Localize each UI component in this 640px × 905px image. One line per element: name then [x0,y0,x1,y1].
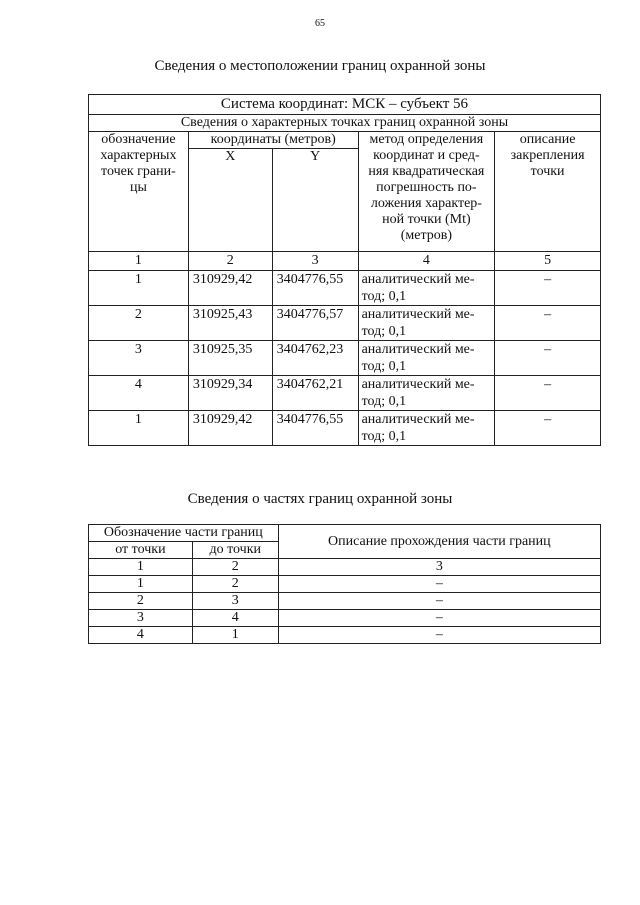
column-number: 2 [192,559,278,576]
to-point: 3 [192,593,278,610]
table-row [89,376,601,411]
method-value: аналитический ме- тод; 0,1 [358,411,495,446]
header-from-point: от точки [89,542,193,559]
header-y: Y [272,149,358,252]
column-number: 1 [89,559,193,576]
from-point: 4 [89,627,193,644]
x-coordinate: 310925,35 [188,341,272,376]
header-method: метод определения координат и сред- няя квадратическая погрешность по- ложения характер- ной точки (Mt) (метров) [358,132,495,252]
header-coordinates: координаты (метров) [188,132,358,149]
column-number: 1 [89,252,189,271]
column-number: 3 [272,252,358,271]
y-coordinate: 3404762,23 [272,341,358,376]
description-value: – [495,306,601,341]
from-point: 1 [89,576,193,593]
part-description: – [278,627,600,644]
column-number: 2 [188,252,272,271]
column-number: 3 [278,559,600,576]
method-value: аналитический ме- тод; 0,1 [358,341,495,376]
description-value: – [495,411,601,446]
header-part-description: Описание прохождения части границ [278,525,600,559]
header-part-designation: Обозначение части границ [89,525,279,542]
column-number: 4 [358,252,495,271]
table-row [89,593,601,610]
boundary-parts-table [88,524,601,644]
point-number: 1 [89,271,189,306]
header-point-designation: обозначение характерных точек грани- цы [89,132,189,252]
x-coordinate: 310929,34 [188,376,272,411]
y-coordinate: 3404776,55 [272,411,358,446]
point-number: 2 [89,306,189,341]
y-coordinate: 3404776,55 [272,271,358,306]
from-point: 3 [89,610,193,627]
to-point: 1 [192,627,278,644]
section-title-boundary-parts: Сведения о частях границ охранной зоны [187,491,453,507]
method-value: аналитический ме- тод; 0,1 [358,376,495,411]
x-coordinate: 310929,42 [188,411,272,446]
part-description: – [278,576,600,593]
table-row [89,610,601,627]
description-value: – [495,376,601,411]
y-coordinate: 3404776,57 [272,306,358,341]
to-point: 2 [192,576,278,593]
description-value: – [495,341,601,376]
table-row [89,306,601,341]
table-row [89,411,601,446]
table-row [89,271,601,306]
boundary-points-table [88,94,601,446]
method-value: аналитический ме- тод; 0,1 [358,306,495,341]
part-description: – [278,593,600,610]
to-point: 4 [192,610,278,627]
table-row [89,341,601,376]
point-number: 4 [89,376,189,411]
header-x: X [188,149,272,252]
table-row [89,627,601,644]
page-number: 65 [315,18,325,29]
part-description: – [278,610,600,627]
y-coordinate: 3404762,21 [272,376,358,411]
x-coordinate: 310925,43 [188,306,272,341]
description-value: – [495,271,601,306]
header-to-point: до точки [192,542,278,559]
from-point: 2 [89,593,193,610]
x-coordinate: 310929,42 [188,271,272,306]
method-value: аналитический ме- тод; 0,1 [358,271,495,306]
coordinate-system: Система координат: МСК – субъект 56 [89,95,601,115]
table-subtitle: Сведения о характерных точках границ охранной зоны [89,115,601,132]
column-number: 5 [495,252,601,271]
header-description: описание закрепления точки [495,132,601,252]
point-number: 1 [89,411,189,446]
section-title-boundary-location: Сведения о местоположении границ охранной зоны [154,58,486,74]
table-row [89,576,601,593]
point-number: 3 [89,341,189,376]
